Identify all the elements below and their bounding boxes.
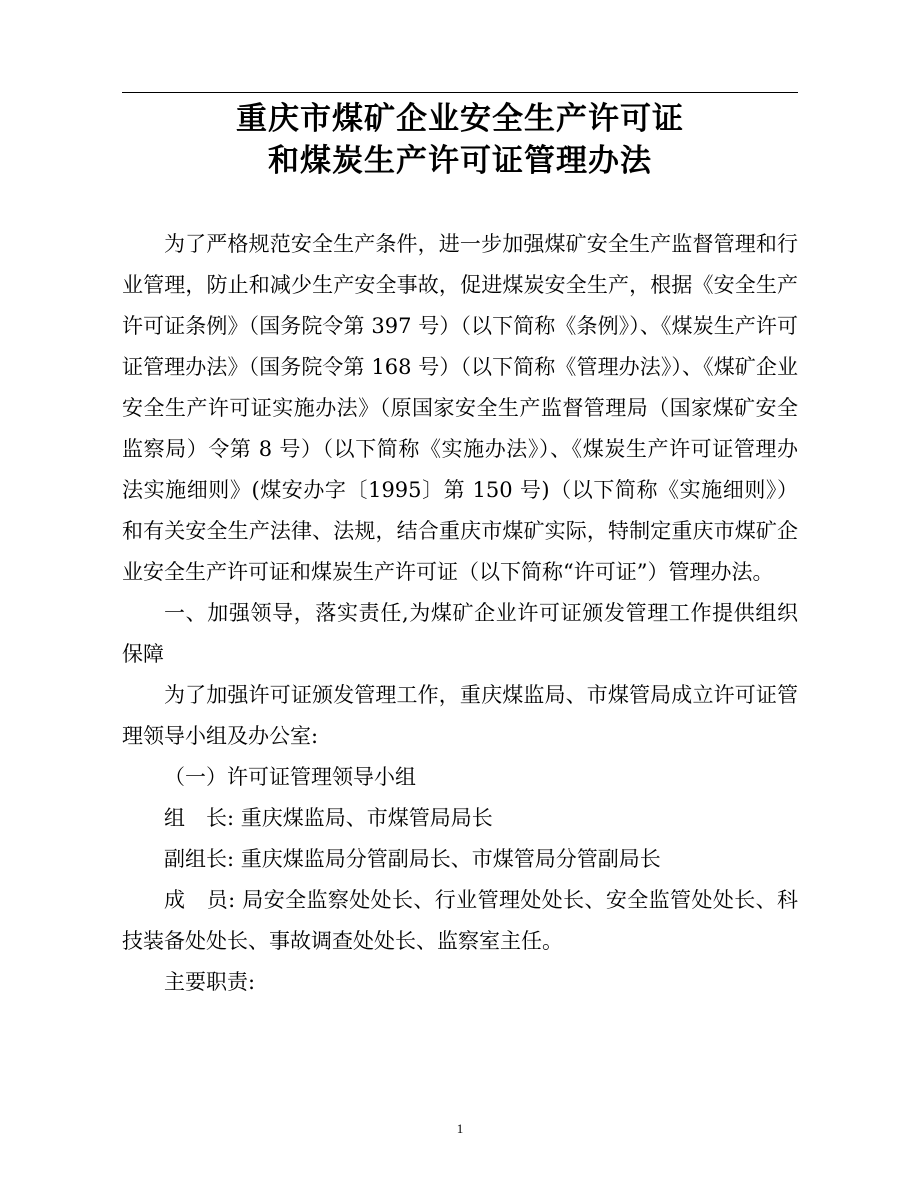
duties-heading: 主要职责:: [164, 970, 256, 994]
page-number: 1: [456, 1121, 464, 1136]
member-leader: 组 长: 重庆煤监局、市煤管局局长: [164, 806, 493, 830]
member-members: 成 员: 局安全监察处处长、行业管理处处长、安全监管处处长、科技装备处处长、事故调查处处长、监察室主任。: [122, 888, 798, 953]
paragraph-section-1-intro: 为了加强许可证颁发管理工作，重庆煤监局、市煤管局成立许可证管理领导小组及办公室:: [122, 683, 798, 748]
section-heading-1: 一、加强领导，落实责任,为煤矿企业许可证颁发管理工作提供组织保障: [122, 601, 798, 666]
document-title-line-2: 和煤炭生产许可证管理办法: [268, 143, 652, 179]
subsection-heading-1: （一）许可证管理领导小组: [164, 765, 416, 789]
document-body: [122, 224, 798, 1003]
header-rule: [122, 92, 798, 93]
member-deputy-leader: 副组长: 重庆煤监局分管副局长、市煤管局分管副局长: [164, 847, 661, 871]
document-title-line-1: 重庆市煤矿企业安全生产许可证: [236, 101, 684, 137]
paragraph-preamble: 为了严格规范安全生产条件，进一步加强煤矿安全生产监督管理和行业管理，防止和减少生产安全事故，促进煤炭安全生产，根据《安全生产许可证条例》（国务院令第 397 号）（以下简称《条例》）、《煤炭生产许可证管理办法》（国务院令第 168 号）（以下简称《管理办法》）、《煤矿企业安全生产许可证实施办法》（原国家安全生产监督管理局（国家煤矿安全监察局）令第 8 号）（以下简称《实施办法》）、《煤炭生产许可证管理办法实施细则》(煤安办字〔1995〕第 150 号)（以下简称《实施细则》）和有关安全生产法律、法规，结合重庆市煤矿实际，特制定重庆市煤矿企业安全生产许可证和煤炭生产许可证（以下简称“许可证”）管理办法。: [122, 232, 798, 584]
